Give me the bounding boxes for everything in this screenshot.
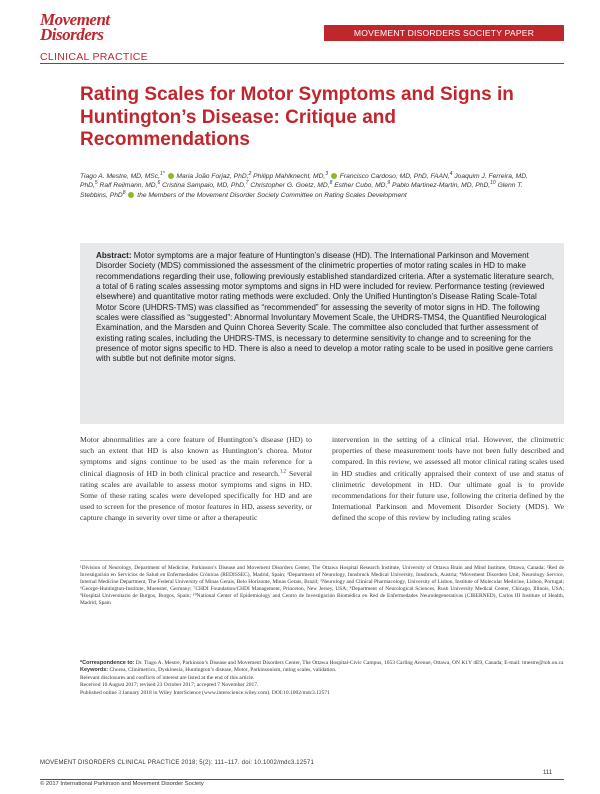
abstract-box (80, 243, 564, 424)
body-column-right (332, 434, 564, 524)
body-text: intervention in the setting of a clinical trial. However, the clinimetric properties of these measurement tools have not been fully described and compared. In this review, we assessed all motor clinical rating scales used in HD studies and critically appraised their context of use and status of clinimetric development in HD. Our ultimate goal is to provide recommendations for their future use, following the criteria defined by the International Parkinson and Movement Disorder Society (MDS). We defined the scope of this review by including rating scales (332, 435, 564, 523)
author-name: Joaquim J. Ferreira, MD, PhD, (80, 173, 528, 190)
disclosures-line: Relevant disclosures and conflicts of interest are listed at the end of this article. (80, 674, 255, 681)
author-affiliation-sup: 6 (157, 180, 161, 187)
author-list (80, 172, 540, 200)
author-name: Maria João Forjaz, PhD, (176, 173, 249, 180)
author-affiliation-sup: 5 (94, 180, 98, 187)
citation-sup[interactable]: 1,2 (279, 469, 287, 475)
section-label: CLINICAL PRACTICE (40, 51, 148, 63)
orcid-icon[interactable] (168, 173, 174, 179)
author-committee: the Members of the Movement Disorder Society Committee on Rating Scales Development (137, 191, 407, 199)
correspondence-block (80, 660, 564, 697)
header-divider (40, 63, 564, 64)
keywords-line (80, 667, 564, 674)
correspondence-label: *Correspondence to: (80, 660, 135, 666)
paper-type-banner: MOVEMENT DISORDERS SOCIETY PAPER (324, 25, 564, 41)
author-name: Pablo Martinez-Martin, MD, PhD, (392, 182, 491, 190)
footer-divider (40, 779, 564, 780)
author-affiliation-sup: 4 (449, 170, 453, 177)
author-name: Cristina Sampaio, MD, PhD, (162, 182, 246, 190)
published-line: Published online 3 January 2018 in Wiley InterScience (www.interscience.wiley.com). DOI:10.1002/mdc3.12571 (80, 689, 330, 696)
author-name: Philipp Mahlknecht, MD, (253, 173, 326, 180)
orcid-icon[interactable] (331, 173, 337, 179)
affiliations-footnote: ¹Division of Neurology, Department of Medicine, Parkinson’s Disease and Movement Disorders Center, The Ottawa Hospital Research Institute, University of Ottawa Brain and Mind Institute, Ottawa, Canada; ²Red de Investigación en Servicios de Salud en Enfermedades Crónicas (REDISSEC), Madrid, Spain; ³Department of Neurology, Innsbruck Medical University, Innsbruck, Austria; ⁴Movement Disorders Unit, Neurology Service, Internal Medicine Department, The Federal University of Minas Gerais, Belo Horizonte, Minas Gerais, Brazil; ⁵Neurology and Clinical Pharmacology, University of Lisbon, Institute of Molecular Medicine, Lisbon, Portugal; ⁶George-Huntington-Institute, Muenster, Germany; ⁷CHDI Foundation/CHDI Management, Princeton, New Jersey, USA; ⁸Department of Neurological Sciences, Rush University Medical Center, Chicago, Illinois, USA; ⁹Hospital Universitario de Burgos, Burgos, Spain; ¹⁰National Center of Epidemiology and Centro de Investigación Biomédica en Red de Enfermedades Neurodegenerativas (CIBERNED), Carlos III Institute of Health, Madrid, Spain (80, 565, 564, 607)
body-text: Several rating scales are available to assess motor symptoms and signs in HD. Some of these rating scales were developed specifically for HD and are used to screen for the presence of motor features in HD, assess severity, or capture change in severity over time or after a therapeutic (80, 468, 312, 523)
abstract-lead: Abstract: (96, 251, 132, 260)
author-affiliation-sup: 3 (325, 170, 329, 177)
author-affiliation-sup: 2 (248, 170, 252, 177)
journal-logo-line2: Disorders (40, 25, 104, 44)
correspondence-line (80, 660, 564, 667)
journal-logo-line1: Movement (40, 10, 110, 29)
keywords-text: Chorea, Clinimetrics, Dyskinesia, Huntington’s disease, Motor, Parkinsonism, rating scales, validation. (109, 667, 337, 674)
author-name: Esther Cubo, MD, (334, 182, 388, 190)
author-name: Glenn T. Stebbins, PhD (80, 182, 523, 199)
journal-citation: MOVEMENT DISORDERS CLINICAL PRACTICE 2018; 5(2): 111–117. doi: 10.1002/mdc3.12571 (40, 760, 314, 766)
author-name: Ralf Reilmann, MD, (99, 182, 158, 190)
correspondence-text: Dr. Tiago A. Mestre, Parkinson’s Disease and Movement Disorders Center, The Ottawa Hospital-Civic Campus, 1053 Carling Avenue, Ottawa, ON K1Y 4E9, Canada; E-mail: tmestre@toh.on.ca (135, 660, 564, 666)
author-name: Francisco Cardoso, MD, PhD, FAAN, (339, 173, 450, 180)
author-name: Christopher G. Goetz, MD, (250, 182, 330, 190)
author-affiliation-sup: 1* (159, 170, 165, 177)
author-affiliation-sup: 10 (490, 180, 496, 187)
author-affiliation-sup: 9 (387, 180, 391, 187)
orcid-icon[interactable] (128, 192, 134, 198)
body-text: Motor abnormalities are a core feature of Huntington’s disease (HD) to such an extent that HD is also known as Huntington’s chorea. Motor symptoms and signs continue to be used as the main reference for a clinical diagnosis of HD in both clinical practice and research. (80, 435, 312, 478)
author-affiliation-sup: 7 (245, 180, 249, 187)
body-column-left (80, 434, 312, 524)
author-name: Tiago A. Mestre, MD, MSc, (80, 173, 160, 180)
keywords-label: Keywords: (80, 667, 109, 674)
copyright-notice: © 2017 International Parkinson and Movement Disorder Society (40, 781, 204, 787)
footnote-divider (80, 560, 564, 561)
page-number: 111 (543, 770, 553, 776)
author-affiliation-sup: 8 (329, 180, 333, 187)
article-title: Rating Scales for Motor Symptoms and Signs in Huntington’s Disease: Critique and Recommendations (80, 84, 514, 150)
author-affiliation-sup: 8 (122, 189, 126, 196)
received-dates-line: Received 10 August 2017; revised 23 October 2017; accepted 7 November 2017. (80, 682, 259, 689)
abstract-text: Motor symptoms are a major feature of Huntington’s disease (HD). The International Parkinson and Movement Disorder Society (MDS) commissioned the assessment of the clinimetric properties of motor rating scales in HD to make recommendations regarding their use, following previously established standardized criteria. After a systematic literature search, a total of 6 rating scales assessing motor symptoms and signs in HD were included for review. Performance testing (reviewed elsewhere) and quantitative motor rating methods were excluded. Only the Unified Huntington’s Disease Rating Scale-Total Motor Score (UHDRS-TMS) was classified as “recommended” for assessing the severity of motor signs in HD. The following scales were classified as “suggested”: Abnormal Involuntary Movement Scale, the UHDRS-TMS4, the Quantified Neurological Examination, and the Marsden and Quinn Chorea Severity Scale. The committee also concluded that further assessment of existing rating scales, including the UHDRS-TMS, is necessary to determine sensitivity to change and to screening for the presence of motor signs specific to HD. There is also a need to develop a motor rating scale to be used in positive gene carriers with subtle but not definite motor signs. (96, 251, 554, 364)
